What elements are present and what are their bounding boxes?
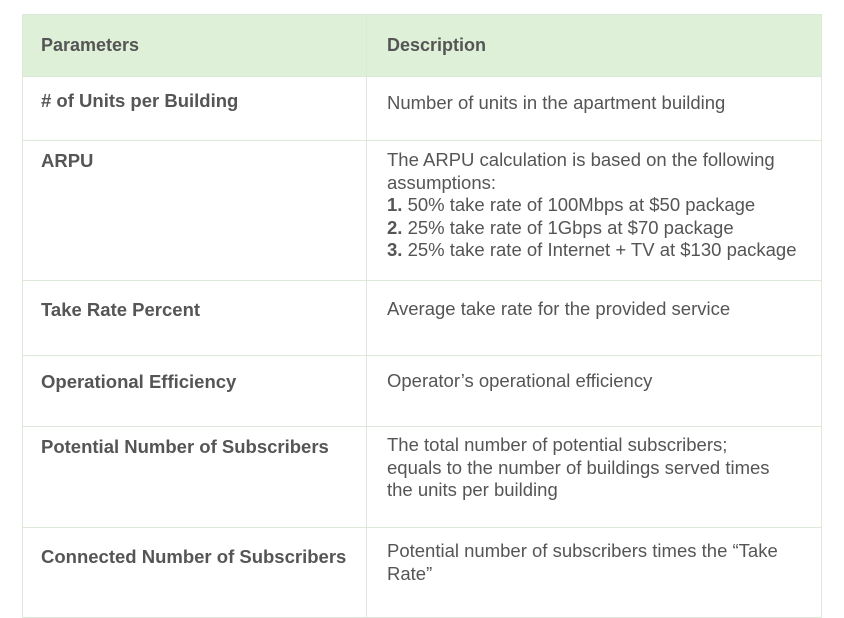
table-row (23, 141, 822, 281)
header-parameters: Parameters (23, 15, 367, 77)
arpu-assumption-item (387, 239, 813, 262)
arpu-assumption-item (387, 194, 813, 217)
description-take-rate-percent: Average take rate for the provided service (387, 298, 731, 319)
description-cell (367, 281, 822, 356)
arpu-assumption-item (387, 217, 813, 240)
parameter-cell (23, 528, 367, 618)
description-cell (367, 356, 822, 427)
header-description: Description (367, 15, 822, 77)
parameters-table-container (22, 14, 821, 618)
parameter-connected-subscribers: Connected Number of Subscribers (41, 546, 347, 567)
description-potential-subscribers-line: equals to the number of buildings served times (387, 456, 770, 478)
assumption-text: 25% take rate of 1Gbps at $70 package (402, 216, 734, 238)
description-cell (367, 141, 822, 281)
description-operational-efficiency: Operator’s operational efficiency (387, 370, 653, 391)
parameter-cell (23, 356, 367, 427)
header-row (23, 15, 822, 77)
parameter-cell (23, 281, 367, 356)
parameters-table (22, 14, 822, 618)
description-arpu-line: The ARPU calculation is based on the following (387, 149, 775, 170)
parameter-cell (23, 141, 367, 281)
table-row (23, 528, 822, 618)
parameter-cell (23, 77, 367, 141)
description-connected-subscribers-line: Rate” (387, 562, 433, 584)
description-potential-subscribers-line: The total number of potential subscribers; (387, 434, 728, 455)
table-row (23, 77, 822, 141)
assumption-text: 50% take rate of 100Mbps at $50 package (402, 194, 756, 215)
assumption-text: 25% take rate of Internet + TV at $130 package (402, 239, 797, 260)
parameter-arpu: ARPU (41, 150, 94, 171)
parameter-cell (23, 427, 367, 528)
table-row (23, 356, 822, 427)
parameter-take-rate-percent: Take Rate Percent (41, 299, 201, 320)
assumption-number: 1. (387, 194, 403, 215)
description-arpu-line: assumptions: (387, 171, 496, 193)
assumption-number: 3. (387, 239, 403, 260)
table-header (23, 15, 822, 77)
description-cell (367, 427, 822, 528)
description-units-per-building: Number of units in the apartment building (387, 92, 726, 113)
description-connected-subscribers-line: Potential number of subscribers times the “Take (387, 540, 778, 561)
assumption-number: 2. (387, 216, 403, 238)
table-row (23, 427, 822, 528)
table-row (23, 281, 822, 356)
description-potential-subscribers-line: the units per building (387, 479, 558, 500)
description-cell (367, 528, 822, 618)
description-cell (367, 77, 822, 141)
parameter-potential-subscribers: Potential Number of Subscribers (41, 436, 329, 457)
parameter-operational-efficiency: Operational Efficiency (41, 371, 237, 392)
parameter-units-per-building: # of Units per Building (41, 90, 239, 111)
table-body (23, 77, 822, 618)
